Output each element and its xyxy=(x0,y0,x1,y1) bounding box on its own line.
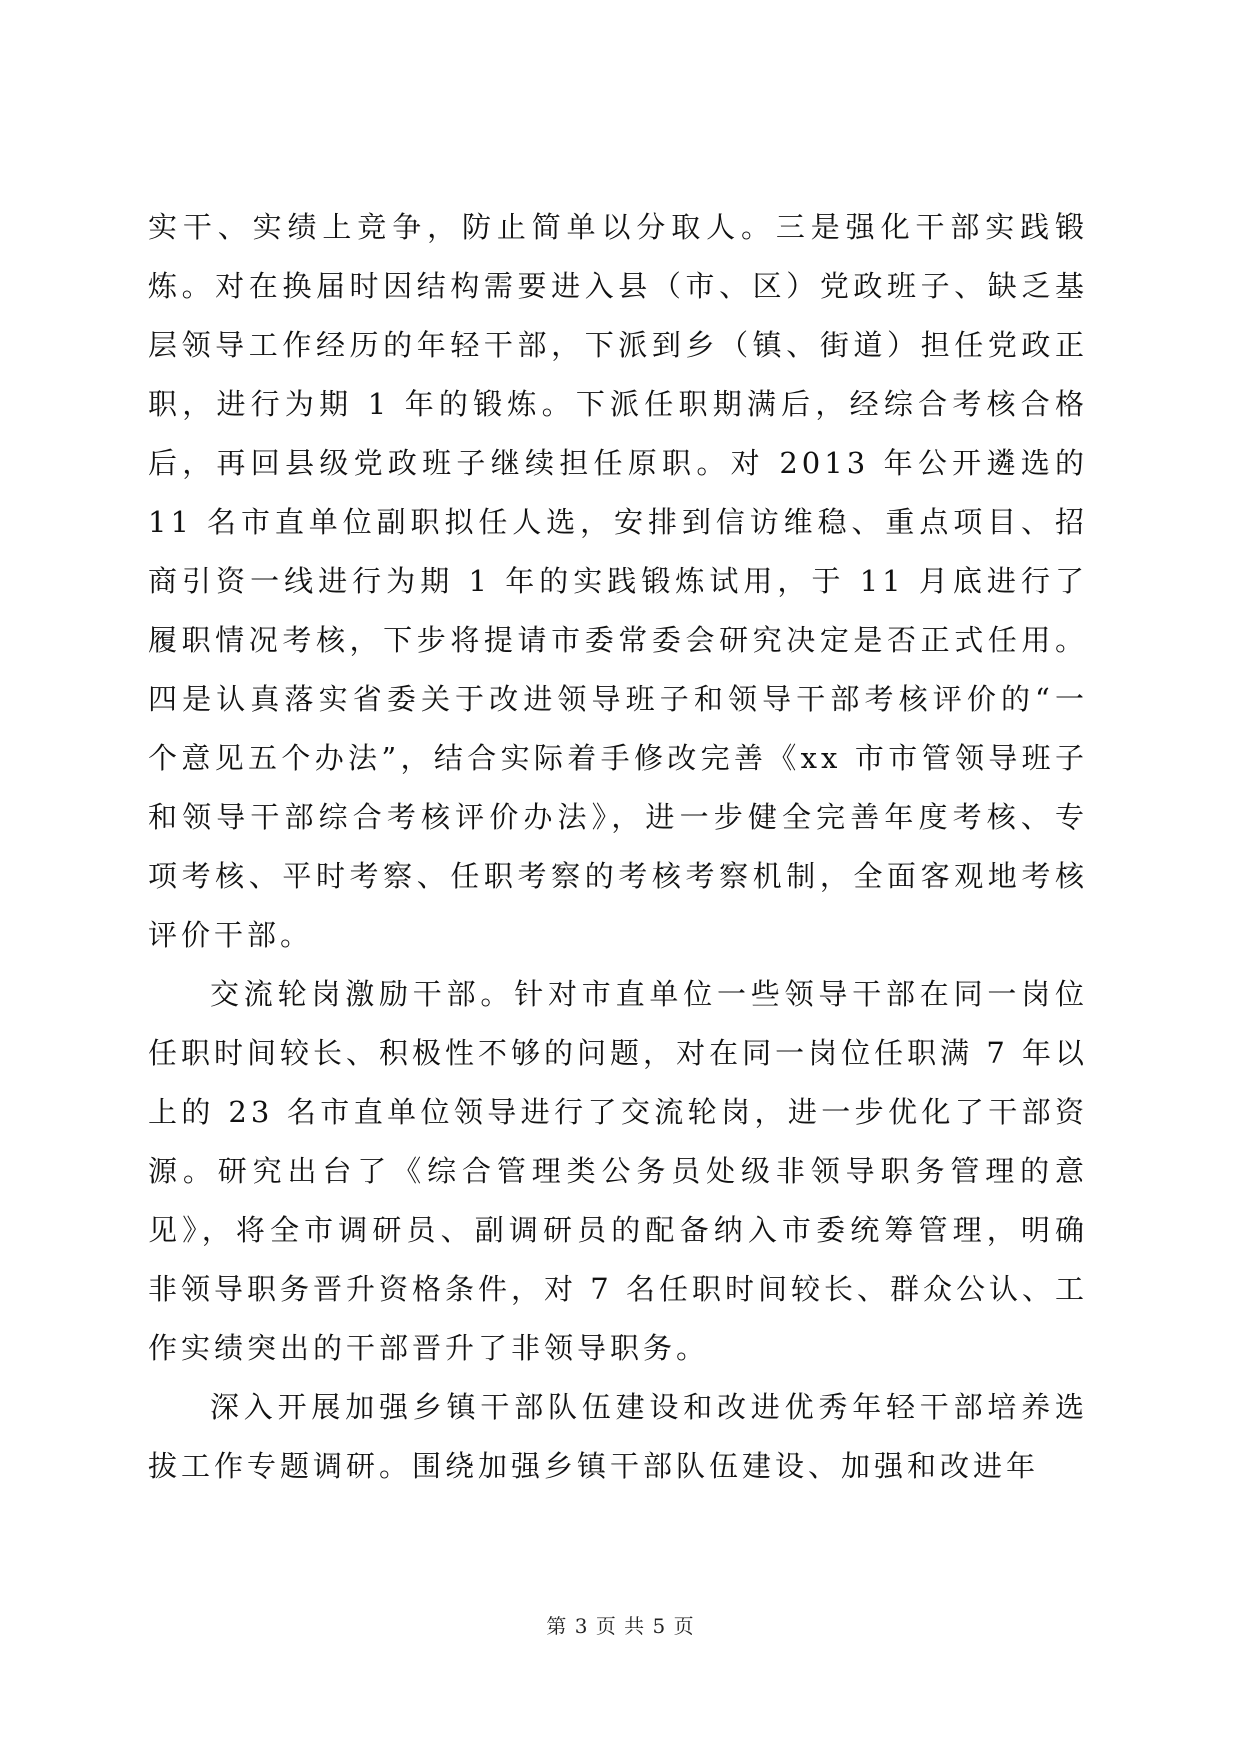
document-body xyxy=(148,198,1088,1496)
page-number-footer: 第 3 页 共 5 页 xyxy=(546,1614,695,1638)
paragraph-1: 实干、实绩上竞争，防止简单以分取人。三是强化干部实践锻炼。对在换届时因结构需要进入县（市、区）党政班子、缺乏基层领导工作经历的年轻干部，下派到乡（镇、街道）担任党政正职，进行为期 1 年的锻炼。下派任职期满后，经综合考核合格后，再回县级党政班子继续担任原职。对 2013 年公开遴选的 11 名市直单位副职拟任人选，安排到信访维稳、重点项目、招商引资一线进行为期 1 年的实践锻炼试用，于 11 月底进行了履职情况考核，下步将提请市委常委会研究决定是否正式任用。四是认真落实省委关于改进领导班子和领导干部考核评价的“一个意见五个办法”，结合实际着手修改完善《xx 市市管领导班子和领导干部综合考核评价办法》，进一步健全完善年度考核、专项考核、平时考察、任职考察的考核考察机制，全面客观地考核评价干部。 xyxy=(148,210,1088,952)
paragraph-3: 深入开展加强乡镇干部队伍建设和改进优秀年轻干部培养选拔工作专题调研。围绕加强乡镇干部队伍建设、加强和改进年 xyxy=(148,1390,1088,1483)
paragraph-2: 交流轮岗激励干部。针对市直单位一些领导干部在同一岗位任职时间较长、积极性不够的问题，对在同一岗位任职满 7 年以上的 23 名市直单位领导进行了交流轮岗，进一步优化了干部资源。研究出台了《综合管理类公务员处级非领导职务管理的意见》，将全市调研员、副调研员的配备纳入市委统筹管理，明确非领导职务晋升资格条件，对 7 名任职时间较长、群众公认、工作实绩突出的干部晋升了非领导职务。 xyxy=(148,977,1088,1365)
